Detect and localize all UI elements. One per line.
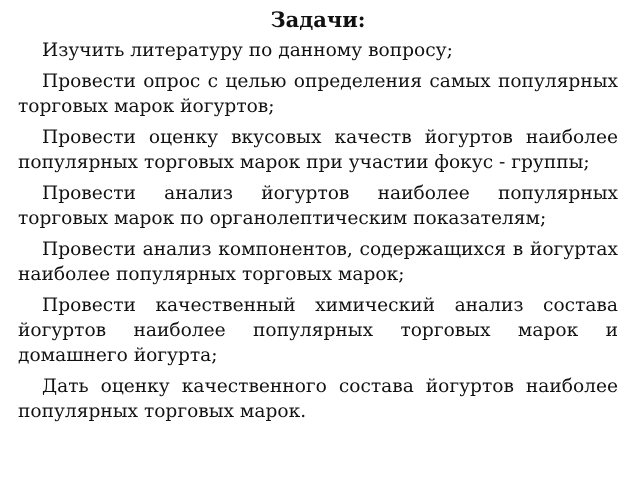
task-item-4: Провести анализ йогуртов наиболее популярных торговых марок по органолептическим показателям;: [18, 183, 618, 229]
task-item-2: Провести опрос с целью определения самых популярных торговых марок йогуртов;: [18, 71, 618, 117]
task-item-6: Провести качественный химический анализ состава йогуртов наиболее популярных торговых марок и домашнего йогурта;: [18, 295, 618, 366]
task-item-1: Изучить литературу по данному вопросу;: [42, 40, 453, 61]
task-list: [18, 38, 618, 424]
slide-title: Задачи:: [270, 7, 366, 32]
task-item-7: Дать оценку качественного состава йогуртов наиболее популярных торговых марок.: [18, 376, 618, 422]
task-item-5: Провести анализ компонентов, содержащихся в йогуртах наиболее популярных торговых марок;: [18, 239, 618, 285]
task-item-3: Провести оценку вкусовых качеств йогуртов наиболее популярных торговых марок при участии фокус - группы;: [18, 127, 618, 173]
